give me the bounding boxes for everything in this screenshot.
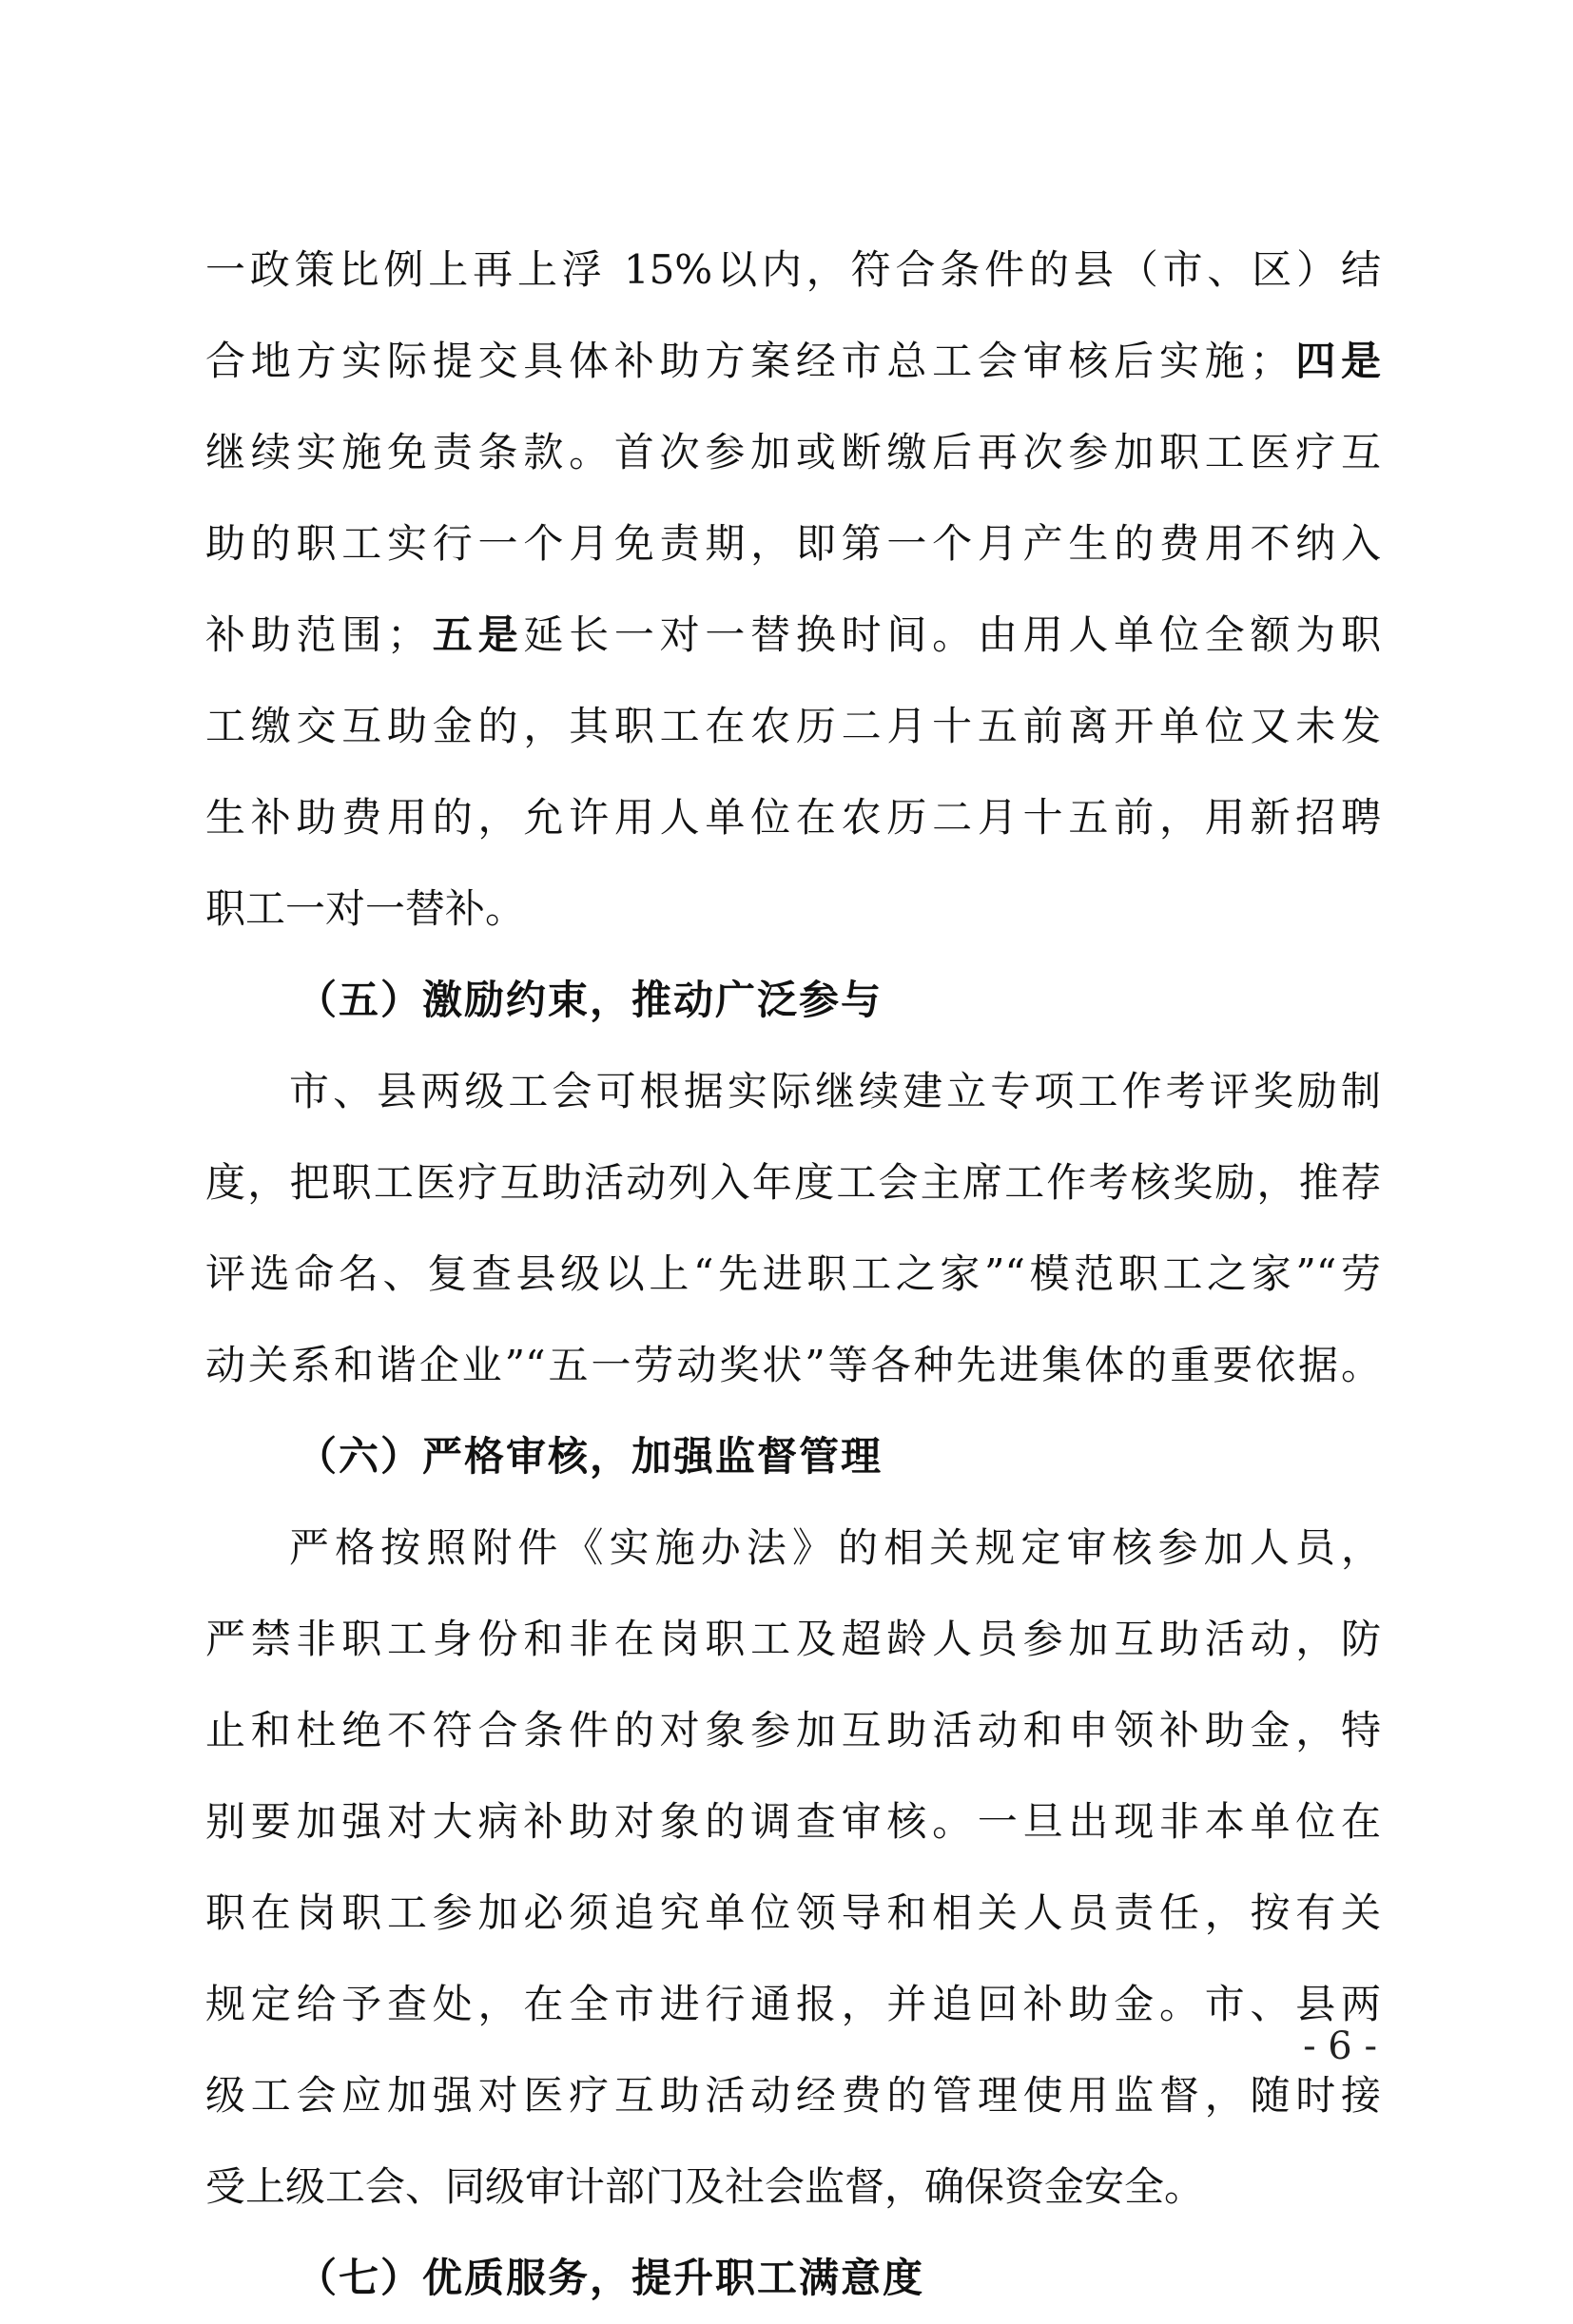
text-line: 助的职工实行一个月免责期，即第一个月产生的费用不纳入 — [205, 520, 1381, 567]
body-text — [205, 224, 1381, 2324]
text-line: 受上级工会、同级审计部门及社会监督，确保资金安全。 — [205, 2163, 1205, 2210]
text-run: 合地方实际提交具体补助方案经市总工会审核后实施； — [205, 338, 1291, 384]
bold-label: 四是 — [1290, 338, 1381, 384]
text-line: 规定给予查处，在全市进行通报，并追回补助金。市、县两 — [205, 1981, 1381, 2027]
text-run: 延长一对一替换时间。由用人单位全额为职 — [523, 611, 1381, 658]
text-line: 工缴交互助金的，其职工在农历二月十五前离开单位又未发 — [205, 703, 1381, 749]
text-line: 动关系和谐企业”“五一劳动奖状”等各种先进集体的重要依据。 — [205, 1342, 1381, 1388]
text-line — [205, 316, 1381, 407]
text-line: 评选命名、复查县级以上“先进职工之家”“模范职工之家”“劳 — [205, 1250, 1381, 1297]
bold-label: 五是 — [427, 611, 524, 658]
text-line: 度，把职工医疗互助活动列入年度工会主席工作考核奖励，推荐 — [205, 1159, 1381, 1206]
text-line: 严禁非职工身份和非在岗职工及超龄人员参加互助活动，防 — [205, 1616, 1381, 1662]
text-line: 职工一对一替补。 — [205, 885, 526, 932]
text-line: 生补助费用的，允许用人单位在农历二月十五前，用新招聘 — [205, 794, 1381, 841]
text-line: 级工会应加强对医疗互助活动经费的管理使用监督，随时接 — [205, 2072, 1381, 2119]
text-line: 继续实施免责条款。首次参加或断缴后再次参加职工医疗互 — [205, 429, 1381, 475]
page-number: - 6 - — [1303, 2024, 1377, 2068]
text-line: 严格按照附件《实施办法》的相关规定审核参加人员， — [289, 1524, 1381, 1571]
text-line: 职在岗职工参加必须追究单位领导和相关人员责任，按有关 — [205, 1889, 1381, 1936]
text-line: 一政策比例上再上浮 15%以内，符合条件的县（市、区）结 — [205, 246, 1381, 293]
text-run: 补助范围； — [205, 611, 428, 658]
text-line: 止和杜绝不符合条件的对象参加互助活动和申领补助金，特 — [205, 1707, 1381, 1753]
text-line: 市、县两级工会可根据实际继续建立专项工作考评奖励制 — [289, 1068, 1381, 1114]
section-heading-7: （七）优质服务，提升职工满意度 — [297, 2255, 925, 2301]
text-line — [205, 590, 1381, 681]
section-heading-5: （五）激励约束，推动广泛参与 — [297, 977, 884, 1023]
text-line: 别要加强对大病补助对象的调查审核。一旦出现非本单位在 — [205, 1798, 1381, 1845]
section-heading-6: （六）严格审核，加强监督管理 — [297, 1433, 884, 1480]
